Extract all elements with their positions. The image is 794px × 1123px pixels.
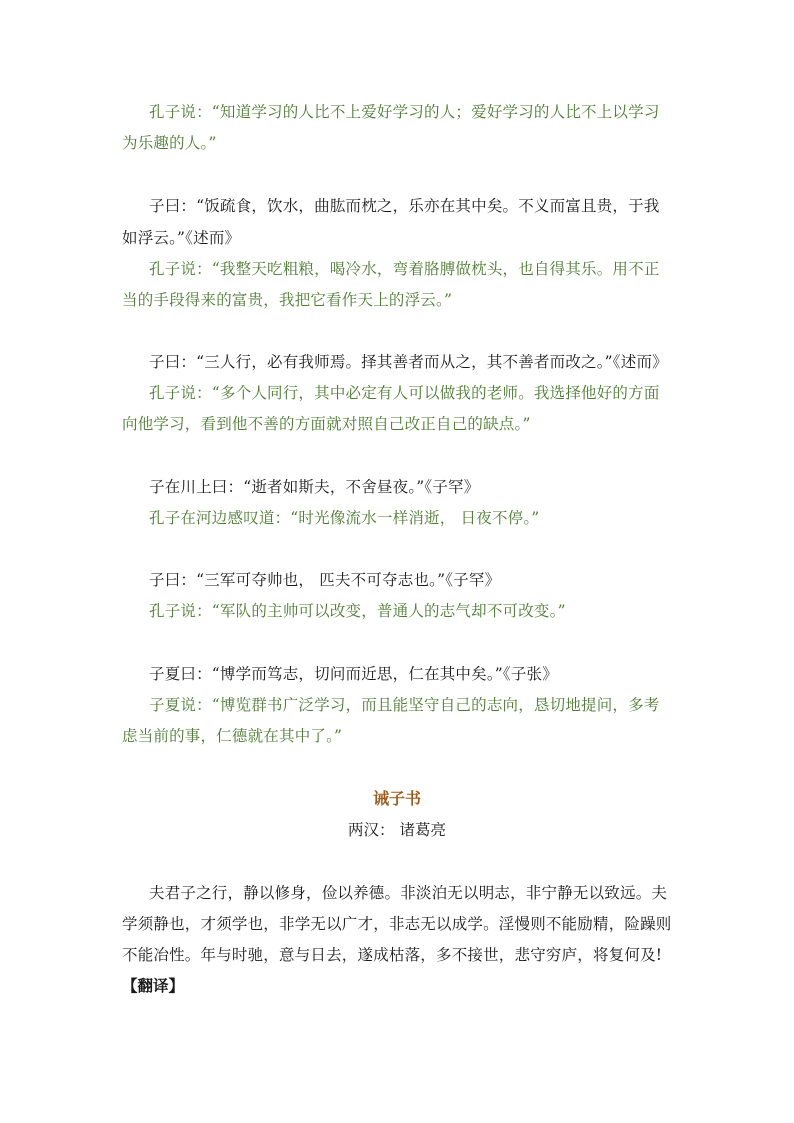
translation-line: 孔子说：“我整天吃粗粮，喝冷水，弯着胳膊做枕头，也自得其乐。用不正: [149, 260, 660, 278]
translation-line: 孔子说：“知道学习的人比不上爱好学习的人；爱好学习的人比不上以学习: [149, 103, 660, 121]
essay-body-line: 学须静也，才须学也，非学无以广才，非志无以成学。淫慢则不能励精，险躁则: [122, 915, 672, 933]
translation-line: 向他学习，看到他不善的方面就对照自己改正自己的缺点。”: [122, 415, 531, 433]
translation-line: 子夏说：“博览群书广泛学习，而且能坚守自己的志向，恳切地提问，多考: [149, 696, 660, 714]
translation-line: 当的手段得来的富贵，我把它看作天上的浮云。”: [122, 291, 453, 309]
essay-body-line: 夫君子之行，静以修身，俭以养德。非淡泊无以明志，非宁静无以致远。夫: [149, 884, 668, 902]
essay-author: 两汉： 诸葛亮: [348, 821, 446, 839]
essay-title: 诫子书: [372, 789, 421, 808]
essay-body-line: 不能冶性。年与时驰，意与日去，遂成枯落，多不接世，悲守穷庐，将复何及!: [122, 946, 663, 964]
translation-line: 孔子说：“军队的主帅可以改变，普通人的志气却不可改变。”: [149, 602, 566, 620]
original-text-line: 如浮云。”《述而》: [122, 229, 241, 247]
translation-line: 孔子在河边感叹道：“时光像流水一样消逝， 日夜不停。”: [149, 509, 540, 527]
original-text-line: 子曰：“三军可夺帅也， 匹夫不可夺志也。”《子罕》: [149, 571, 501, 589]
original-text-line: 子曰：“饭疏食，饮水，曲肱而枕之，乐亦在其中矣。不义而富且贵，于我: [149, 197, 660, 215]
translation-line: 虑当前的事，仁德就在其中了。”: [122, 727, 343, 745]
original-text-line: 子曰：“三人行，必有我师焉。择其善者而从之，其不善者而改之。”《述而》: [149, 353, 668, 371]
original-text-line: 子夏曰：“博学而笃志，切问而近思，仁在其中矣。”《子张》: [149, 665, 558, 683]
translation-line: 孔子说：“多个人同行，其中必定有人可以做我的老师。我选择他好的方面: [149, 384, 660, 402]
original-text-line: 子在川上曰：“逝者如斯夫，不舍昼夜。”《子罕》: [149, 478, 480, 496]
translation-section-label: 【翻译】: [122, 976, 185, 995]
translation-line: 为乐趣的人。”: [122, 134, 217, 152]
